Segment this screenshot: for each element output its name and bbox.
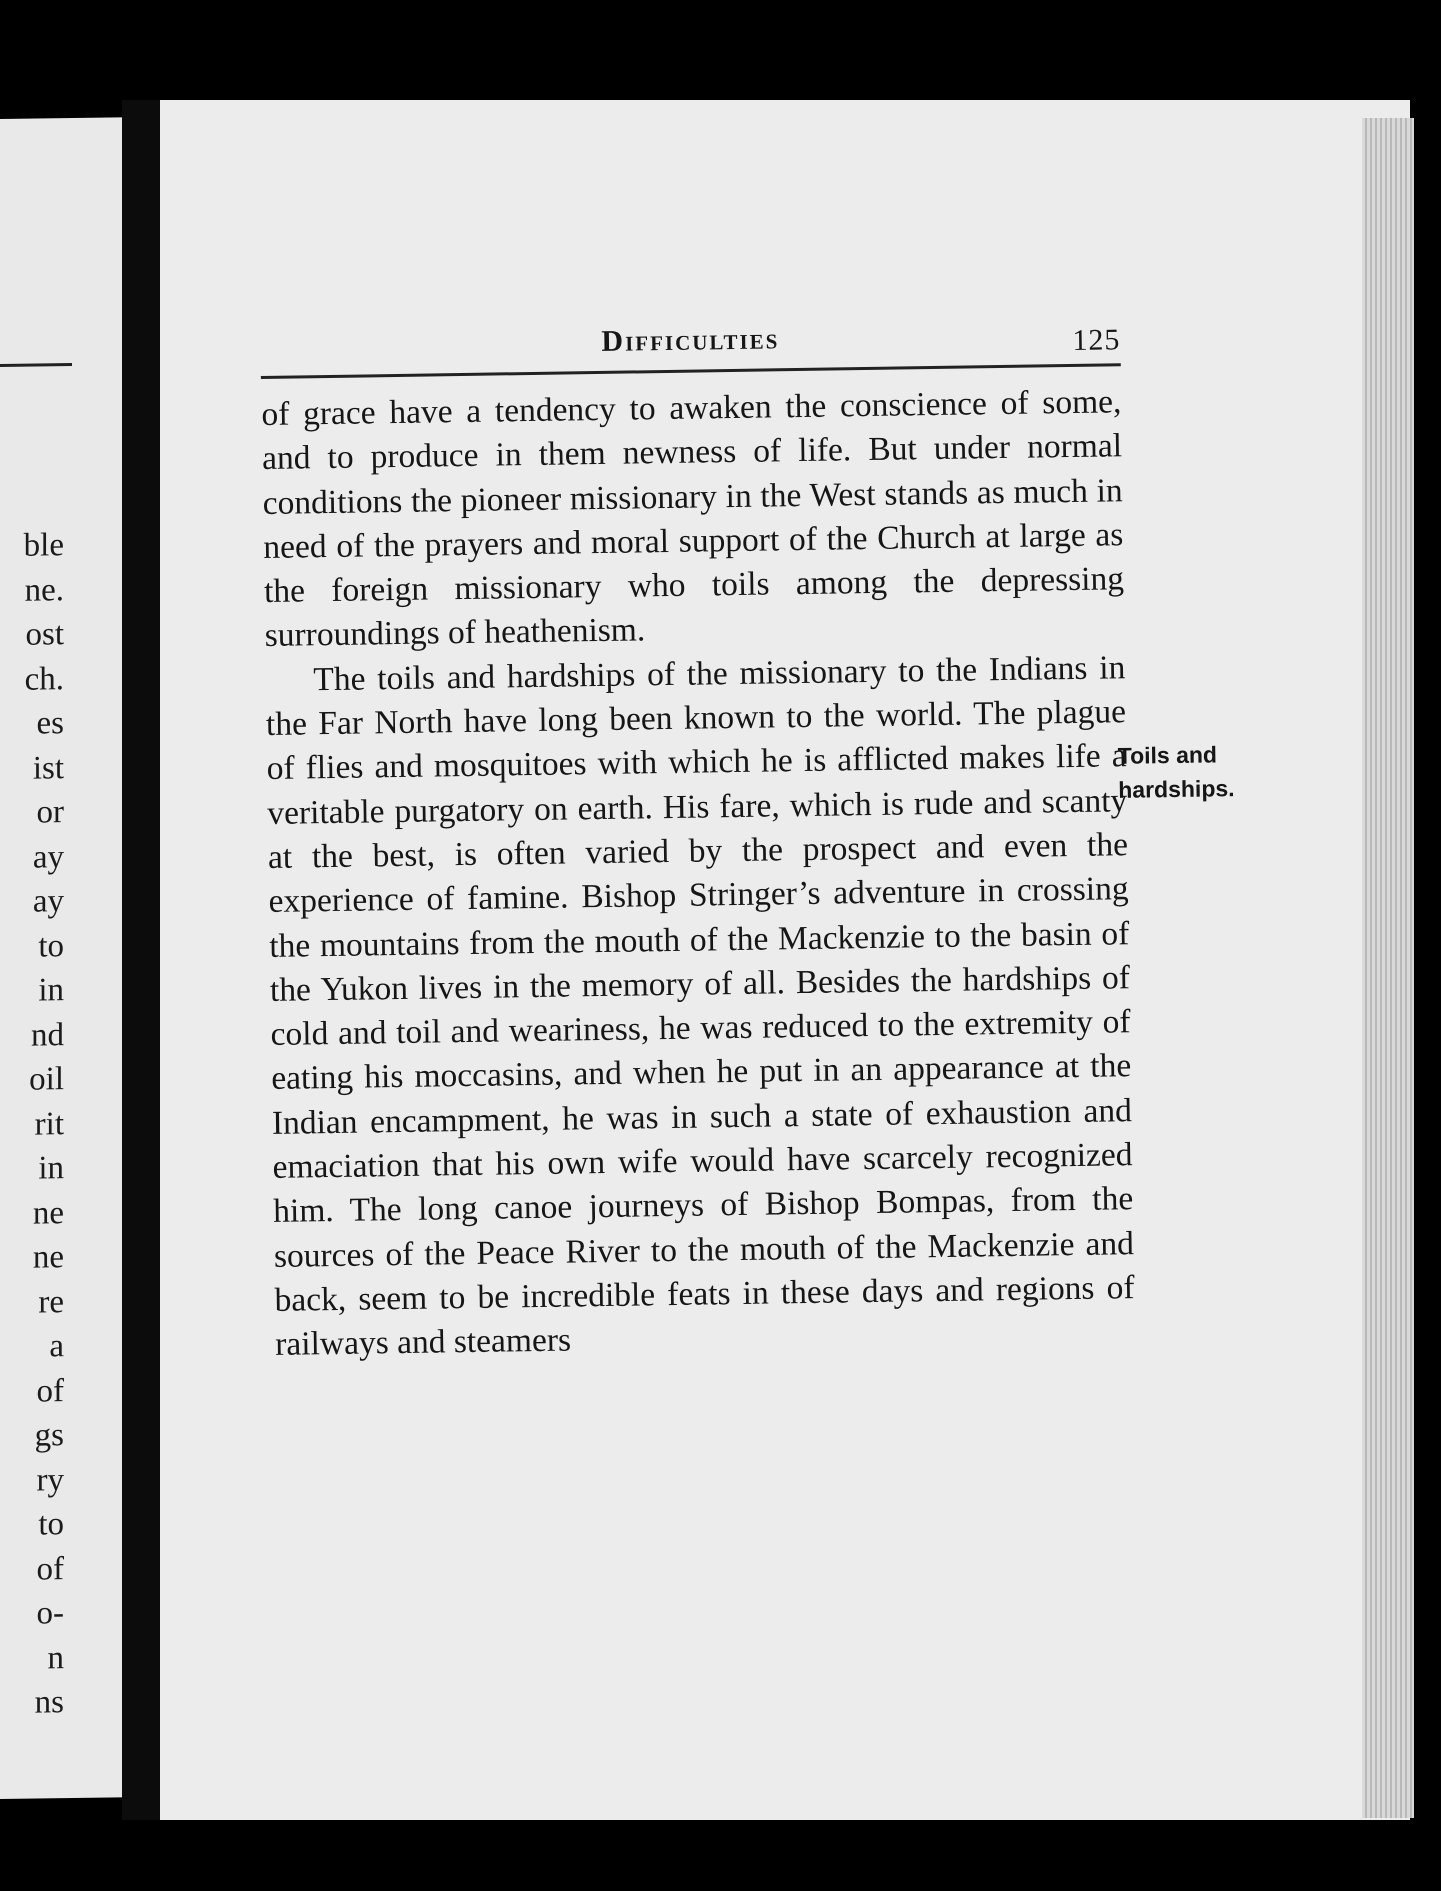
previous-page-fragment: of: [36, 1372, 64, 1410]
previous-page-fragment: ns: [34, 1684, 64, 1721]
previous-page-fragment: re: [38, 1283, 64, 1321]
previous-page-fragment: in: [38, 972, 64, 1009]
previous-page-fragment: gs: [34, 1417, 64, 1454]
previous-page-fragment: ost: [25, 616, 64, 653]
marginal-note: [1118, 737, 1235, 807]
previous-page-fragment: nd: [31, 1016, 64, 1054]
previous-page-fragment: o-: [36, 1595, 64, 1632]
marginal-note-line-1: Toils and: [1117, 741, 1218, 769]
previous-page-fragment: ble: [23, 527, 64, 564]
page-edges: [1362, 118, 1414, 1818]
previous-page-fragment: in: [38, 1150, 64, 1187]
previous-page-fragment: a: [49, 1328, 64, 1365]
previous-page-fragment: n: [47, 1639, 64, 1676]
previous-page-fragment: or: [36, 794, 64, 831]
paragraph-1: of grace have a tendency to awaken the conscience of some, and to produce in them newness of life. But under normal conditions the pioneer missionary in the West stands as much in need of the prayers and moral support of the Church at large as the foreign missionary who toils among the depressing surroundings of heathenism.: [261, 383, 1125, 655]
previous-page-fragment: ch.: [24, 660, 64, 698]
page-title: Difficulties: [601, 322, 780, 358]
body-text: [261, 380, 1135, 1367]
previous-page-fragment: ne.: [24, 571, 64, 609]
previous-page-fragment: to: [38, 927, 64, 965]
previous-page-fragment: es: [36, 705, 64, 742]
previous-page-fragment: to: [38, 1506, 64, 1543]
page-number: 125: [1072, 323, 1121, 357]
previous-page-head-rule: [0, 363, 72, 367]
previous-page-fragment: ry: [36, 1461, 64, 1499]
previous-page-fragment: oil: [29, 1061, 64, 1098]
previous-page-fragment: rit: [34, 1105, 64, 1143]
previous-page-fragment: ay: [32, 883, 64, 920]
previous-page-text-fragments: [0, 523, 64, 1725]
previous-page-fragment: ne: [32, 1194, 64, 1232]
previous-page-fragment: ist: [32, 749, 64, 787]
page-content: [260, 305, 1135, 1367]
marginal-note-line-2: hardships.: [1118, 775, 1235, 803]
previous-page-fragment: of: [36, 1550, 64, 1588]
paragraph-2: The toils and hardships of the missionary to the Indians in the Far North have long been known to the world. The plague of flies and mosquitoes with which he is afflicted makes life a veritable purgatory on earth. His fare, which is rude and scanty at the best, is often varied by the prospect and even the experience of famine. Bishop Stringer’s adventure in crossing the mountains from the mouth of the Mackenzie to the basin of the Yukon lives in the memory of all. Besides the hardships of cold and toil and weariness, he was reduced to the extremity of eating his moccasins, and when he put in an appearance at the Indian encampment, he was in such a state of exhaustion and emaciation that his own wife would have scarcely recognized him. The long canoe journeys of Bishop Bompas, from the sources of the Peace River to the mouth of the Mackenzie and back, seem to be incredible feats in these days and regions of railways and steamers: [265, 648, 1135, 1364]
previous-page-fragment: ne: [32, 1239, 64, 1276]
previous-page-fragment: ay: [32, 838, 64, 876]
